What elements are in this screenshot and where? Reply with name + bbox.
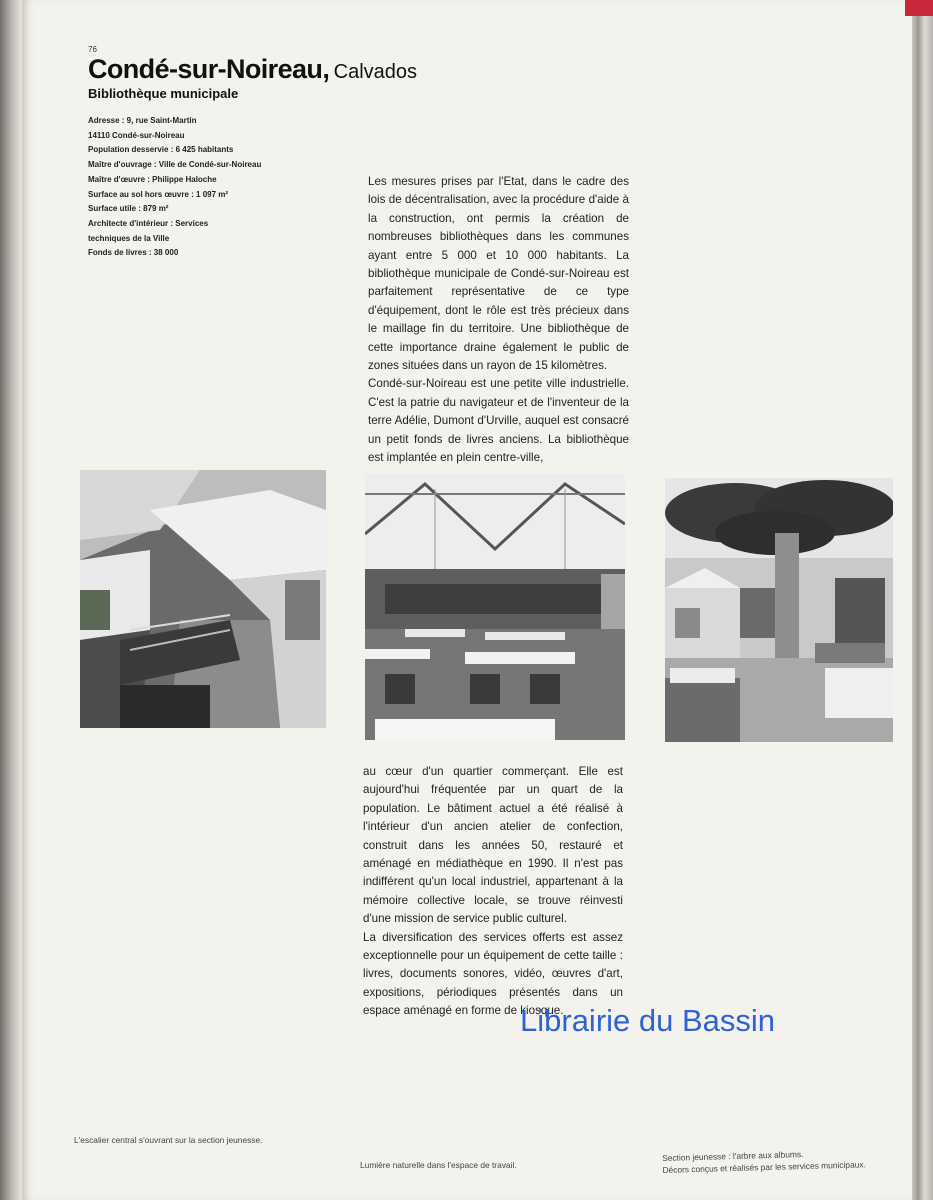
body-text-bottom [363, 763, 623, 1021]
paragraph: Les mesures prises par l'Etat, dans le cadre des lois de décentralisation, avec la procédure d'aide à la construction, ont permis la création de nombreuses bibliothèques dans les communes ayant entre 5 000 et 10 000 habitants. La bibliothèque municipale de Condé-sur-Noireau est parfaitement représentative de ce type d'équipement, dont le rôle est très précieux dans le maillage fin du territoire. Une bibliothèque de cette importance draine également le public de zones situées dans un rayon de 15 kilomètres. [368, 175, 629, 373]
children-section-illustration [665, 478, 893, 742]
title-city: Condé-sur-Noireau, [88, 54, 330, 84]
info-line: Surface au sol hors œuvre : 1 097 m² [88, 189, 229, 199]
caption-line: Décors conçus et réalisés par les services municipaux. [662, 1159, 866, 1175]
info-line: techniques de la Ville [88, 233, 170, 243]
paragraph: La diversification des services offerts est assez exceptionnelle pour un équipement de cette taille : livres, documents sonores, vidéo, œuvres d'art, expositions, périodiques présentés dans un espace aménagé en forme de kiosque. [363, 930, 623, 1018]
body-text-top [368, 173, 629, 468]
red-bookmark-tab [905, 0, 933, 16]
photo-children-section [665, 478, 893, 742]
info-line: Architecte d'intérieur : Services [88, 218, 209, 228]
photo-reading-room [365, 474, 625, 740]
caption-photo-2: Lumière naturelle dans l'espace de travail. [360, 1160, 517, 1170]
staircase-illustration [80, 470, 326, 728]
book-binding-shadow [0, 0, 22, 1200]
info-line: Maître d'ouvrage : Ville de Condé-sur-Noireau [88, 160, 262, 170]
caption-photo-1: L'escalier central s'ouvrant sur la section jeunesse. [74, 1135, 263, 1145]
page-title [88, 54, 417, 85]
info-line: Maître d'œuvre : Philippe Haloche [88, 174, 217, 184]
info-line: Fonds de livres : 38 000 [88, 248, 179, 258]
watermark: Librairie du Bassin [520, 1003, 776, 1038]
reading-room-illustration [365, 474, 625, 740]
photo-staircase [80, 470, 326, 728]
page-edge [912, 0, 933, 1200]
page-subtitle: Bibliothèque municipale [88, 86, 239, 101]
info-line: Surface utile : 879 m² [88, 204, 169, 214]
info-line: Adresse : 9, rue Saint-Martin [88, 116, 197, 125]
paragraph: au cœur d'un quartier commerçant. Elle est aujourd'hui fréquentée par un quart de la population. Le bâtiment actuel a été réalisé à l'intérieur d'un ancien atelier de confection, construit dans les années 50, restauré et aménagé en médiathèque en 1990. Il n'est pas indifférent qu'un local industriel, appartenant à la mémoire collective locale, se trouve réinvesti d'une mission de service public culturel. [363, 765, 623, 926]
title-department: Calvados [333, 61, 418, 83]
page-number: 76 [88, 45, 97, 54]
info-block [88, 114, 308, 261]
info-line: Population desservie : 6 425 habitants [88, 145, 234, 155]
info-line: 14110 Condé-sur-Noireau [88, 130, 185, 140]
paragraph: Condé-sur-Noireau est une petite ville industrielle. C'est la patrie du navigateur et de l'inventeur de la terre Adélie, Dumont d'Urville, auquel est consacré un petit fonds de livres anciens. La bibliothèque est implantée en plein centre-ville, [368, 377, 629, 465]
caption-line: Section jeunesse : l'arbre aux albums. [662, 1149, 804, 1163]
